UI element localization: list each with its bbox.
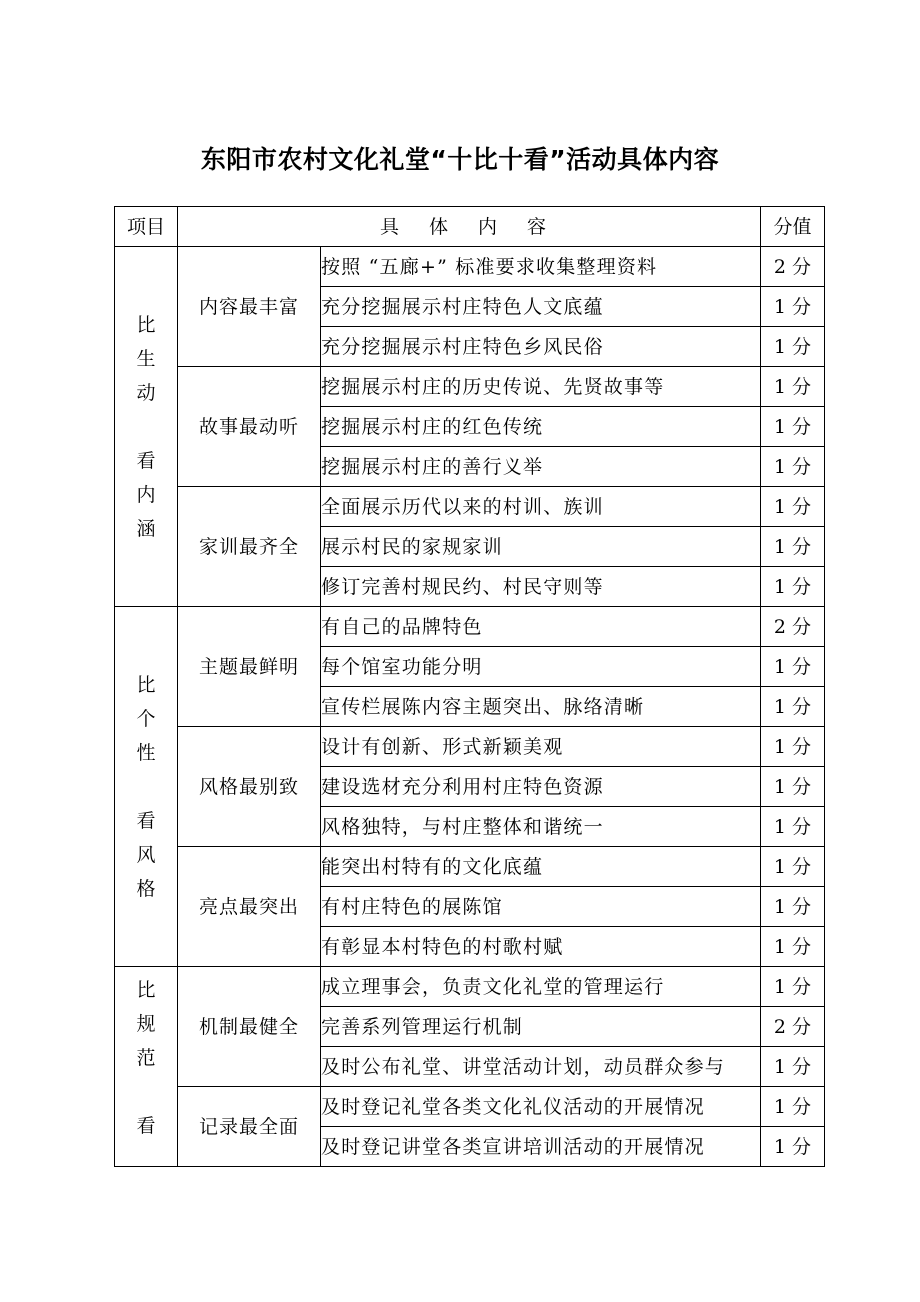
section-label-char: 生 bbox=[136, 347, 156, 370]
header-content: 具 体 内 容 bbox=[178, 207, 761, 247]
item-score: 1 分 bbox=[761, 1127, 825, 1167]
activity-table bbox=[114, 206, 825, 1167]
table-row bbox=[115, 367, 825, 407]
item-score: 1 分 bbox=[761, 807, 825, 847]
item-content: 充分挖掘展示村庄特色乡风民俗 bbox=[321, 327, 761, 367]
item-content: 挖掘展示村庄的善行义举 bbox=[321, 447, 761, 487]
item-content: 全面展示历代以来的村训、族训 bbox=[321, 487, 761, 527]
section-label-char: 比 bbox=[136, 313, 156, 336]
table-row bbox=[115, 247, 825, 287]
item-score: 2 分 bbox=[761, 607, 825, 647]
item-content: 成立理事会，负责文化礼堂的管理运行 bbox=[321, 967, 761, 1007]
section-label-char: 内 bbox=[136, 483, 156, 506]
section-label-char: 个 bbox=[136, 707, 156, 730]
section-label-char: 动 bbox=[136, 381, 156, 404]
item-content: 及时公布礼堂、讲堂活动计划，动员群众参与 bbox=[321, 1047, 761, 1087]
table-row bbox=[115, 847, 825, 887]
item-content: 展示村民的家规家训 bbox=[321, 527, 761, 567]
item-score: 1 分 bbox=[761, 647, 825, 687]
item-score: 1 分 bbox=[761, 1087, 825, 1127]
table-row bbox=[115, 1087, 825, 1127]
item-score: 1 分 bbox=[761, 967, 825, 1007]
item-content: 风格独特，与村庄整体和谐统一 bbox=[321, 807, 761, 847]
section-label-char: 性 bbox=[136, 741, 156, 764]
item-score: 1 分 bbox=[761, 927, 825, 967]
item-content: 挖掘展示村庄的红色传统 bbox=[321, 407, 761, 447]
item-content: 完善系列管理运行机制 bbox=[321, 1007, 761, 1047]
group-name: 内容最丰富 bbox=[178, 247, 321, 367]
table-row bbox=[115, 487, 825, 527]
item-content: 宣传栏展陈内容主题突出、脉络清晰 bbox=[321, 687, 761, 727]
table-row bbox=[115, 727, 825, 767]
item-content: 有彰显本村特色的村歌村赋 bbox=[321, 927, 761, 967]
section-label-char: 看 bbox=[136, 809, 156, 832]
item-content: 建设选材充分利用村庄特色资源 bbox=[321, 767, 761, 807]
item-content: 有自己的品牌特色 bbox=[321, 607, 761, 647]
group-name: 家训最齐全 bbox=[178, 487, 321, 607]
section-label bbox=[115, 607, 178, 967]
section-label-char: 比 bbox=[136, 979, 156, 1001]
item-score: 1 分 bbox=[761, 487, 825, 527]
item-score: 1 分 bbox=[761, 1047, 825, 1087]
section-label-char: 比 bbox=[136, 673, 156, 696]
group-name: 主题最鲜明 bbox=[178, 607, 321, 727]
section-label bbox=[115, 967, 178, 1167]
item-score: 1 分 bbox=[761, 367, 825, 407]
group-name: 机制最健全 bbox=[178, 967, 321, 1087]
table-row bbox=[115, 607, 825, 647]
item-score: 1 分 bbox=[761, 847, 825, 887]
section-label bbox=[115, 247, 178, 607]
item-score: 1 分 bbox=[761, 727, 825, 767]
group-name: 亮点最突出 bbox=[178, 847, 321, 967]
section-label-char: 看 bbox=[136, 449, 156, 472]
item-score: 1 分 bbox=[761, 407, 825, 447]
item-content: 有村庄特色的展陈馆 bbox=[321, 887, 761, 927]
item-content: 及时登记讲堂各类宣讲培训活动的开展情况 bbox=[321, 1127, 761, 1167]
item-score: 1 分 bbox=[761, 327, 825, 367]
table-row bbox=[115, 967, 825, 1007]
section-label-char: 格 bbox=[136, 877, 156, 900]
header-project: 项目 bbox=[115, 207, 178, 247]
item-content: 每个馆室功能分明 bbox=[321, 647, 761, 687]
section-label-char: 风 bbox=[136, 843, 156, 866]
section-label-char: 看 bbox=[136, 1115, 156, 1137]
item-score: 1 分 bbox=[761, 447, 825, 487]
header-row bbox=[115, 207, 825, 247]
item-score: 1 分 bbox=[761, 767, 825, 807]
item-score: 1 分 bbox=[761, 887, 825, 927]
group-name: 记录最全面 bbox=[178, 1087, 321, 1167]
item-score: 1 分 bbox=[761, 287, 825, 327]
header-score: 分值 bbox=[761, 207, 825, 247]
item-score: 1 分 bbox=[761, 687, 825, 727]
page-title: 东阳市农村文化礼堂“十比十看”活动具体内容 bbox=[200, 145, 720, 174]
item-content: 修订完善村规民约、村民守则等 bbox=[321, 567, 761, 607]
item-content: 设计有创新、形式新颖美观 bbox=[321, 727, 761, 767]
item-content: 充分挖掘展示村庄特色人文底蕴 bbox=[321, 287, 761, 327]
item-score: 2 分 bbox=[761, 1007, 825, 1047]
item-content: 按照 “五廊+” 标准要求收集整理资料 bbox=[321, 247, 761, 287]
group-name: 风格最别致 bbox=[178, 727, 321, 847]
section-label-char: 范 bbox=[136, 1047, 156, 1069]
item-score: 1 分 bbox=[761, 527, 825, 567]
item-score: 2 分 bbox=[761, 247, 825, 287]
item-content: 能突出村特有的文化底蕴 bbox=[321, 847, 761, 887]
item-content: 挖掘展示村庄的历史传说、先贤故事等 bbox=[321, 367, 761, 407]
group-name: 故事最动听 bbox=[178, 367, 321, 487]
item-score: 1 分 bbox=[761, 567, 825, 607]
section-label-char: 规 bbox=[136, 1013, 156, 1035]
section-label-char: 涵 bbox=[136, 517, 156, 540]
item-content: 及时登记礼堂各类文化礼仪活动的开展情况 bbox=[321, 1087, 761, 1127]
